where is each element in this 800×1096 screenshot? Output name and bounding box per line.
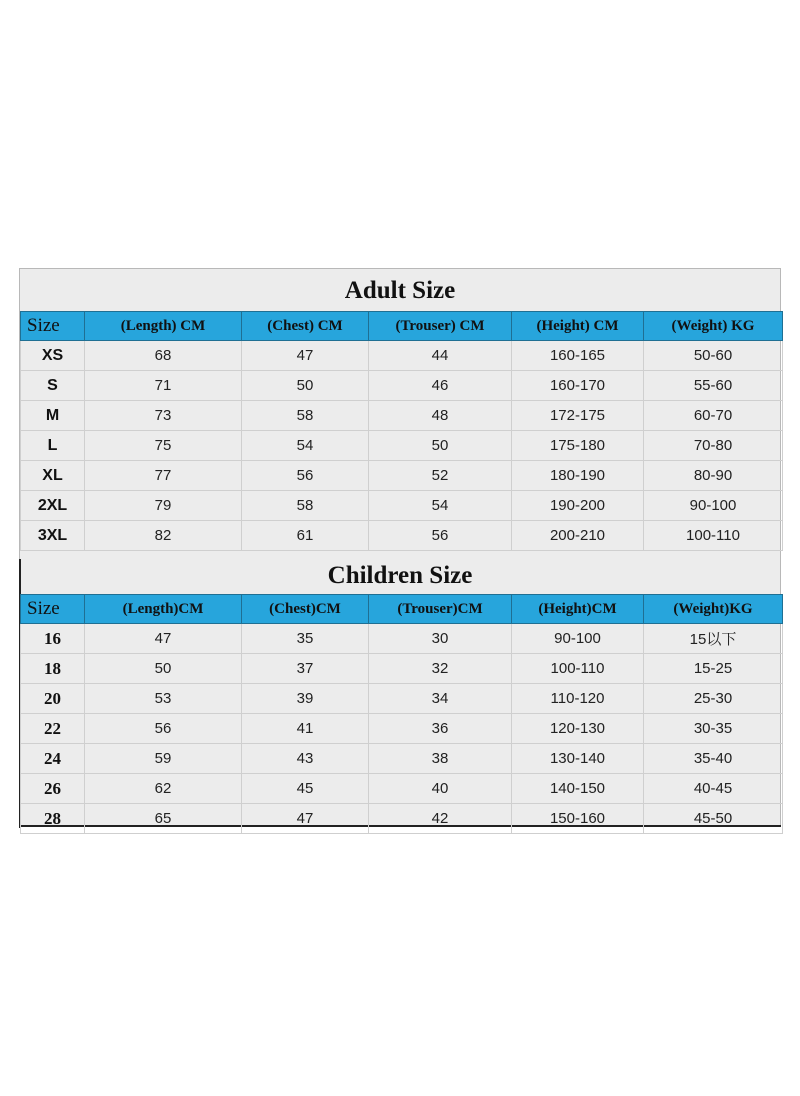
- table-row: [21, 654, 783, 684]
- cell-trouser: 34: [369, 684, 512, 714]
- column-header-size: Size: [21, 595, 85, 624]
- cell-length: 53: [85, 684, 242, 714]
- column-header-length: (Length)CM: [85, 595, 242, 624]
- cell-trouser: 56: [369, 521, 512, 551]
- cell-trouser: 32: [369, 654, 512, 684]
- cell-height: 172-175: [512, 401, 644, 431]
- adult-size-title: Adult Size: [344, 277, 456, 304]
- cell-weight: 25-30: [644, 684, 783, 714]
- cell-weight: 70-80: [644, 431, 783, 461]
- cell-trouser: 38: [369, 744, 512, 774]
- cell-trouser: 30: [369, 624, 512, 654]
- cell-chest: 45: [242, 774, 369, 804]
- cell-weight: 50-60: [644, 341, 783, 371]
- cell-length: 56: [85, 714, 242, 744]
- column-header-chest: (Chest)CM: [242, 595, 369, 624]
- cell-weight: 100-110: [644, 521, 783, 551]
- column-header-height: (Height)CM: [512, 595, 644, 624]
- cell-height: 140-150: [512, 774, 644, 804]
- cell-trouser: 48: [369, 401, 512, 431]
- cell-length: 71: [85, 371, 242, 401]
- cell-height: 130-140: [512, 744, 644, 774]
- cell-size: S: [21, 371, 85, 401]
- cell-weight: 55-60: [644, 371, 783, 401]
- cell-chest: 54: [242, 431, 369, 461]
- cell-trouser: 42: [369, 804, 512, 834]
- cell-size: 3XL: [21, 521, 85, 551]
- cell-trouser: 50: [369, 431, 512, 461]
- adult-size-table: [20, 311, 783, 551]
- cell-size: 28: [21, 804, 85, 834]
- cell-weight: 40-45: [644, 774, 783, 804]
- table-header-row: [21, 312, 783, 341]
- cell-height: 110-120: [512, 684, 644, 714]
- cell-weight: 90-100: [644, 491, 783, 521]
- column-header-height: (Height) CM: [512, 312, 644, 341]
- cell-chest: 56: [242, 461, 369, 491]
- column-header-chest: (Chest) CM: [242, 312, 369, 341]
- cell-length: 59: [85, 744, 242, 774]
- cell-height: 190-200: [512, 491, 644, 521]
- cell-height: 160-165: [512, 341, 644, 371]
- cell-chest: 41: [242, 714, 369, 744]
- cell-height: 180-190: [512, 461, 644, 491]
- cell-height: 200-210: [512, 521, 644, 551]
- table-row: [21, 804, 783, 834]
- table-row: [21, 461, 783, 491]
- cell-height: 175-180: [512, 431, 644, 461]
- children-size-table: [20, 594, 783, 834]
- table-row: [21, 774, 783, 804]
- cell-length: 47: [85, 624, 242, 654]
- table-row: [21, 521, 783, 551]
- cell-size: 26: [21, 774, 85, 804]
- cell-chest: 47: [242, 341, 369, 371]
- cell-height: 160-170: [512, 371, 644, 401]
- table-row: [21, 431, 783, 461]
- cell-trouser: 44: [369, 341, 512, 371]
- cell-chest: 58: [242, 401, 369, 431]
- children-size-title: Children Size: [327, 562, 473, 589]
- cell-height: 120-130: [512, 714, 644, 744]
- cell-trouser: 54: [369, 491, 512, 521]
- table-header-row: [21, 595, 783, 624]
- cell-length: 50: [85, 654, 242, 684]
- cell-size: 16: [21, 624, 85, 654]
- cell-length: 75: [85, 431, 242, 461]
- column-header-length: (Length) CM: [85, 312, 242, 341]
- cell-height: 100-110: [512, 654, 644, 684]
- table-row: [21, 401, 783, 431]
- cell-weight: 80-90: [644, 461, 783, 491]
- cell-length: 68: [85, 341, 242, 371]
- cell-chest: 35: [242, 624, 369, 654]
- cell-size: 2XL: [21, 491, 85, 521]
- cell-weight: 15以下: [644, 624, 783, 654]
- cell-length: 65: [85, 804, 242, 834]
- cell-length: 79: [85, 491, 242, 521]
- cell-weight: 15-25: [644, 654, 783, 684]
- cell-height: 90-100: [512, 624, 644, 654]
- cell-weight: 35-40: [644, 744, 783, 774]
- cell-trouser: 40: [369, 774, 512, 804]
- cell-size: 22: [21, 714, 85, 744]
- table-row: [21, 371, 783, 401]
- column-header-weight: (Weight) KG: [644, 312, 783, 341]
- cell-chest: 43: [242, 744, 369, 774]
- column-header-trouser: (Trouser) CM: [369, 312, 512, 341]
- column-header-trouser: (Trouser)CM: [369, 595, 512, 624]
- cell-length: 62: [85, 774, 242, 804]
- cell-length: 82: [85, 521, 242, 551]
- cell-chest: 39: [242, 684, 369, 714]
- cell-size: 20: [21, 684, 85, 714]
- cell-chest: 47: [242, 804, 369, 834]
- cell-size: XS: [21, 341, 85, 371]
- column-header-weight: (Weight)KG: [644, 595, 783, 624]
- cell-trouser: 36: [369, 714, 512, 744]
- table-row: [21, 624, 783, 654]
- cell-length: 77: [85, 461, 242, 491]
- cell-weight: 30-35: [644, 714, 783, 744]
- cell-trouser: 46: [369, 371, 512, 401]
- cell-height: 150-160: [512, 804, 644, 834]
- cell-weight: 60-70: [644, 401, 783, 431]
- cell-chest: 37: [242, 654, 369, 684]
- table-row: [21, 714, 783, 744]
- column-header-size: Size: [21, 312, 85, 341]
- cell-trouser: 52: [369, 461, 512, 491]
- cell-size: XL: [21, 461, 85, 491]
- cell-length: 73: [85, 401, 242, 431]
- cell-chest: 50: [242, 371, 369, 401]
- table-row: [21, 744, 783, 774]
- table-row: [21, 491, 783, 521]
- cell-weight: 45-50: [644, 804, 783, 834]
- cell-size: M: [21, 401, 85, 431]
- cell-chest: 61: [242, 521, 369, 551]
- cell-size: 18: [21, 654, 85, 684]
- cell-size: 24: [21, 744, 85, 774]
- table-row: [21, 684, 783, 714]
- cell-chest: 58: [242, 491, 369, 521]
- cell-size: L: [21, 431, 85, 461]
- size-chart: [19, 268, 781, 827]
- table-row: [21, 341, 783, 371]
